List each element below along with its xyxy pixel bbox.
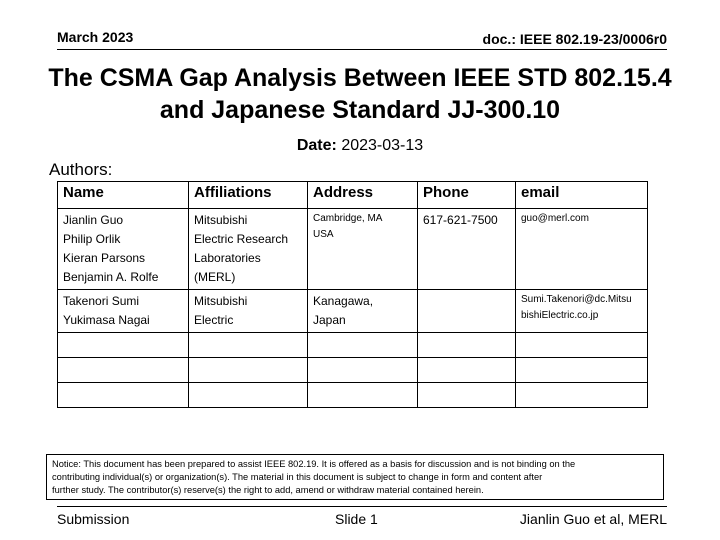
address-cell xyxy=(308,209,418,290)
author-name: Yukimasa Nagai xyxy=(63,313,150,327)
empty-cell xyxy=(418,358,516,383)
notice-line: Notice: This document has been prepared to assist IEEE 802.19. It is offered as a basis for discussion and is not binding on the xyxy=(52,459,576,469)
email-address: guo@merl.com xyxy=(521,213,589,224)
empty-cell xyxy=(58,358,189,383)
title-line-2: and Japanese Standard JJ-300.10 xyxy=(159,96,561,124)
date-value: 2023-03-13 xyxy=(341,137,424,154)
slide-title xyxy=(40,62,680,126)
author-name: Kieran Parsons xyxy=(63,251,146,265)
table-row xyxy=(58,333,648,358)
column-header-affiliations: Affiliations xyxy=(189,182,308,209)
authors-table xyxy=(57,181,648,408)
empty-cell xyxy=(189,333,308,358)
date-label: Date: xyxy=(296,137,337,154)
empty-cell xyxy=(418,383,516,408)
affiliation-cell xyxy=(189,290,308,333)
email-address: bishiElectric.co.jp xyxy=(521,310,599,321)
affiliation-line: (MERL) xyxy=(194,270,236,284)
author-name: Benjamin A. Rolfe xyxy=(63,270,159,284)
address-cell xyxy=(308,290,418,333)
affiliation-line: Mitsubishi xyxy=(194,213,248,227)
column-header-address: Address xyxy=(308,182,418,209)
address-line: Japan xyxy=(313,313,346,327)
empty-cell xyxy=(516,383,648,408)
table-row xyxy=(58,290,648,333)
phone-cell xyxy=(418,209,516,290)
empty-cell xyxy=(189,358,308,383)
authors-label: Authors: xyxy=(49,160,113,179)
empty-cell xyxy=(58,383,189,408)
empty-cell xyxy=(516,358,648,383)
empty-cell xyxy=(308,333,418,358)
column-header-phone: Phone xyxy=(418,182,516,209)
column-header-name: Name xyxy=(58,182,189,209)
empty-cell xyxy=(189,383,308,408)
header-rule xyxy=(57,49,667,50)
author-name: Takenori Sumi xyxy=(63,294,140,308)
notice-line: further study. The contributor(s) reserve(s) the right to add, amend or withdraw material contained herein. xyxy=(52,485,484,495)
empty-cell xyxy=(58,333,189,358)
footer-author: Jianlin Guo et al, MERL xyxy=(519,511,667,527)
column-header-email: email xyxy=(516,182,648,209)
notice-line: contributing individual(s) or organization(s). The material in this document is subject to change in form and content after xyxy=(52,472,543,482)
title-line-1: The CSMA Gap Analysis Between IEEE STD 802.15.4 xyxy=(48,64,672,92)
author-name-cell xyxy=(58,209,189,290)
address-line: Kanagawa, xyxy=(313,294,374,308)
affiliation-line: Laboratories xyxy=(194,251,261,265)
affiliation-line: Electric xyxy=(194,313,234,327)
affiliation-line: Electric Research xyxy=(194,232,289,246)
affiliation-line: Mitsubishi xyxy=(194,294,248,308)
address-line: Cambridge, MA xyxy=(313,213,383,224)
author-name-cell xyxy=(58,290,189,333)
table-row xyxy=(58,383,648,408)
author-name: Jianlin Guo xyxy=(63,213,124,227)
footer-slide-number: Slide 1 xyxy=(335,511,378,527)
header-date: March 2023 xyxy=(57,29,134,45)
table-row xyxy=(58,209,648,290)
phone-cell xyxy=(418,290,516,333)
email-cell xyxy=(516,209,648,290)
email-cell xyxy=(516,290,648,333)
date-line xyxy=(0,137,720,155)
affiliation-cell xyxy=(189,209,308,290)
notice-box xyxy=(46,454,664,500)
header-doc-id: doc.: IEEE 802.19-23/0006r0 xyxy=(482,31,667,47)
footer-rule xyxy=(57,506,667,507)
empty-cell xyxy=(308,383,418,408)
empty-cell xyxy=(418,333,516,358)
address-line: USA xyxy=(313,229,334,240)
empty-cell xyxy=(308,358,418,383)
email-address: Sumi.Takenori@dc.Mitsu xyxy=(521,294,632,305)
table-header-row xyxy=(58,182,648,209)
table-row xyxy=(58,358,648,383)
empty-cell xyxy=(516,333,648,358)
phone-number: 617-621-7500 xyxy=(423,213,498,227)
footer-submission: Submission xyxy=(57,511,130,527)
author-name: Philip Orlik xyxy=(63,232,121,246)
